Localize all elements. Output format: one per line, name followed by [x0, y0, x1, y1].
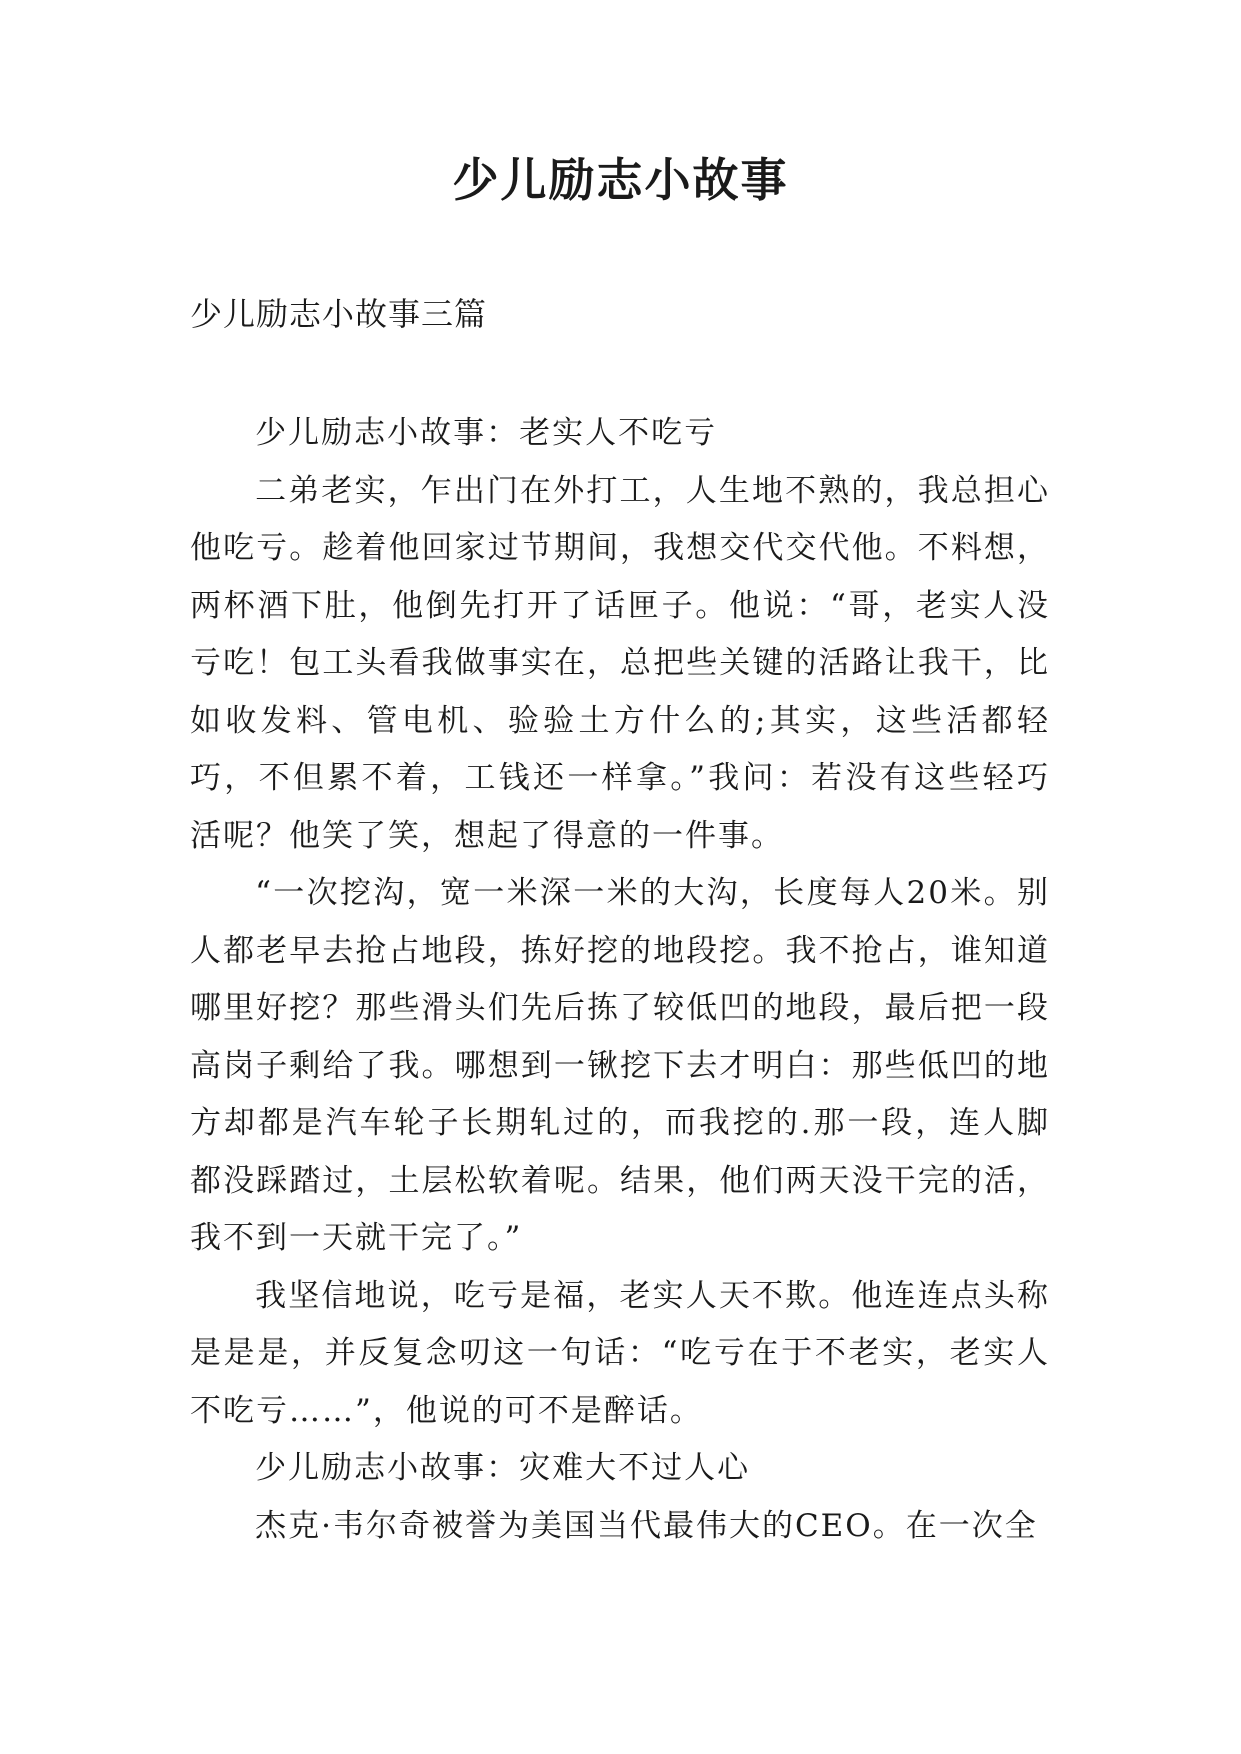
paragraph: 杰克·韦尔奇被誉为美国当代最伟大的CEO。在一次全 [255, 1507, 1038, 1544]
story-heading: 少儿励志小故事：灾难大不过人心 [255, 1450, 751, 1486]
document-subtitle: 少儿励志小故事三篇 [190, 295, 488, 333]
paragraph: 二弟老实，乍出门在外打工，人生地不熟的，我总担心他吃亏。趁着他回家过节期间，我想交代交代他。不料想，两杯酒下肚，他倒先打开了话匣子。他说：“哥，老实人没亏吃！包工头看我做事实在，总把些关键的活路让我干，比如收发料、管电机、验验土方什么的;其实，这些活都轻巧，不但累不着，工钱还一样拿。”我问：若没有这些轻巧活呢？他笑了笑，想起了得意的一件事。 [190, 472, 1050, 854]
story-heading: 少儿励志小故事：老实人不吃亏 [255, 415, 718, 451]
paragraph: “一次挖沟，宽一米深一米的大沟，长度每人20米。别人都老早去抢占地段，拣好挖的地段挖。我不抢占，谁知道哪里好挖？那些滑头们先后拣了较低凹的地段，最后把一段高岗子剩给了我。哪想到一锹挖下去才明白：那些低凹的地方却都是汽车轮子长期轧过的，而我挖的.那一段，连人脚都没踩踏过，土层松软着呢。结果，他们两天没干完的活，我不到一天就干完了。” [190, 875, 1050, 1256]
document-title: 少儿励志小故事 [452, 153, 789, 207]
paragraph: 我坚信地说，吃亏是福，老实人天不欺。他连连点头称是是是，并反复念叨这一句话：“吃亏在于不老实，老实人不吃亏……”，他说的可不是醉话。 [190, 1277, 1050, 1429]
document-body [190, 405, 1050, 1555]
